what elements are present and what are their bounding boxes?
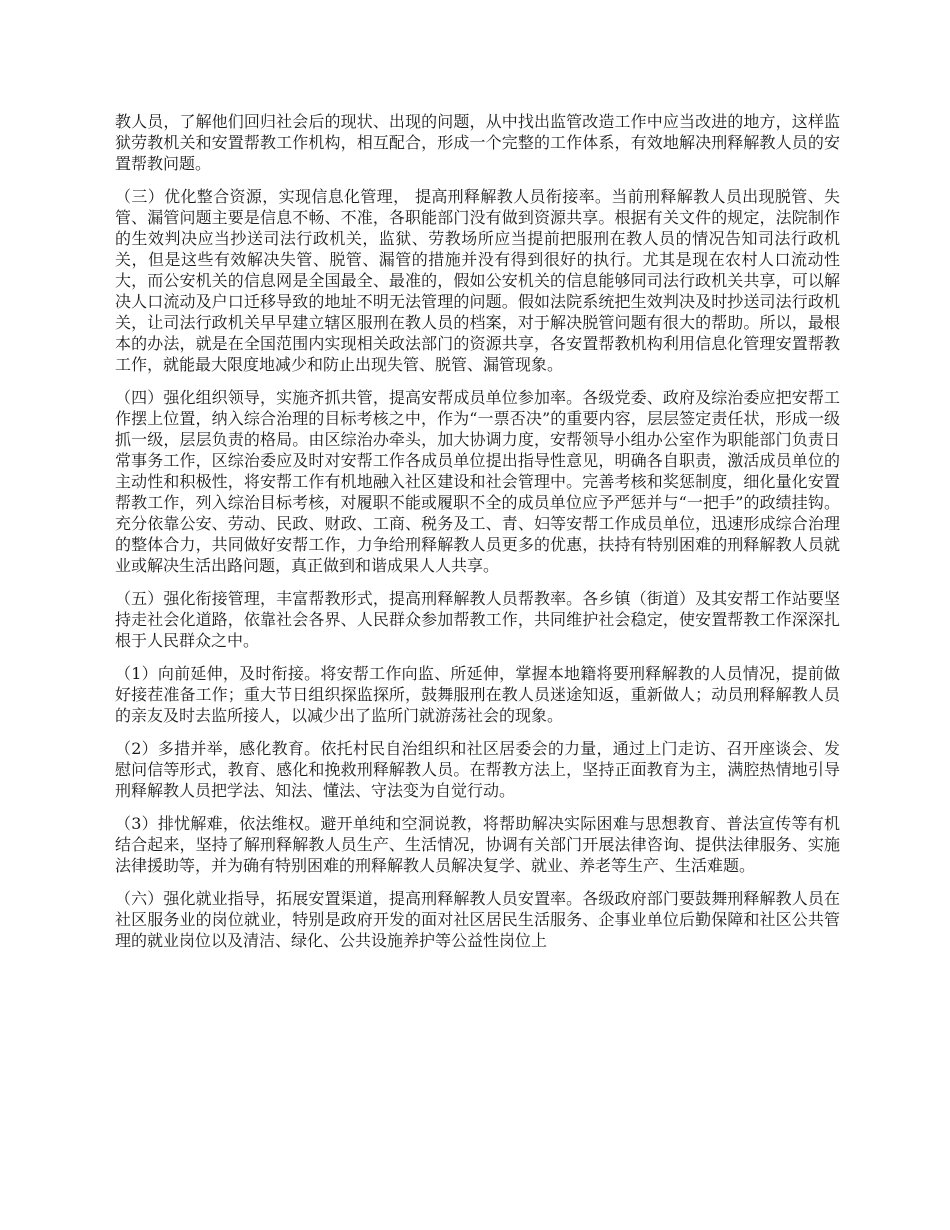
paragraph-section-6: （六）强化就业指导，拓展安置渠道，提高刑释解教人员安置率。各级政府部门要鼓舞刑释解教人员在社区服务业的岗位就业，特别是政府开发的面对社区居民生活服务、企事业单位后勤保障和社区公共管理的就业岗位以及清洁、绿化、公共设施养护等公益性岗位上 [115,889,840,950]
paragraph-section-4: （四）强化组织领导，实施齐抓共管，提高安帮成员单位参加率。各级党委、政府及综治委应把安帮工作摆上位置，纳入综合治理的目标考核之中，作为“一票否决”的重要内容，层层签定责任状，形成一级抓一级，层层负责的格局。由区综治办牵头，加大协调力度，安帮领导小组办公室作为职能部门负责日常事务工作，区综治委应及时对安帮工作各成员单位提出指导性意见，明确各自职责，激活成员单位的主动性和积极性，将安帮工作有机地融入社区建设和社会管理中。完善考核和奖惩制度，细化量化安置帮教工作，列入综治目标考核，对履职不能或履职不全的成员单位应予严惩并与“一把手”的政绩挂钩。充分依靠公安、劳动、民政、财政、工商、税务及工、青、妇等安帮工作成员单位，迅速形成综合治理的整体合力，共同做好安帮工作，力争给刑释解教人员更多的优惠，扶持有特别困难的刑释解教人员就业或解决生活出路问题，真正做到和谐成果人人共享。 [115,388,840,575]
paragraph-continuation: 教人员，了解他们回归社会后的现状、出现的问题，从中找出监管改造工作中应当改进的地方，这样监狱劳教机关和安置帮教工作机构，相互配合，形成一个完整的工作体系，有效地解决刑释解教人员的安置帮教问题。 [115,112,840,173]
document-page [115,111,840,963]
paragraph-section-3: （三）优化整合资源，实现信息化管理， 提高刑释解教人员衔接率。当前刑释解教人员出现脱管、失管、漏管问题主要是信息不畅、不准，各职能部门没有做到资源共享。根据有关文件的规定，法院制作的生效判决应当抄送司法行政机关，监狱、劳教场所应当提前把服刑在教人员的情况告知司法行政机关，但是这些有效解决失管、脱管、漏管的措施并没有得到很好的执行。尤其是现在农村人口流动性大，而公安机关的信息网是全国最全、最准的，假如公安机关的信息能够同司法行政机关共享，可以解决人口流动及户口迁移导致的地址不明无法管理的问题。假如法院系统把生效判决及时抄送司法行政机关，让司法行政机关早早建立辖区服刑在教人员的档案，对于解决脱管问题有很大的帮助。所以，最根本的办法，就是在全国范围内实现相关政法部门的资源共享，各安置帮教机构利用信息化管理安置帮教工作，就能最大限度地减少和防止出现失管、脱管、漏管现象。 [115,187,840,374]
paragraph-item-1: （1）向前延伸，及时衔接。将安帮工作向监、所延伸，掌握本地籍将要刑释解教的人员情况，提前做好接茬准备工作；重大节日组织探监探所，鼓舞服刑在教人员迷途知返，重新做人；动员刑释解教人员的亲友及时去监所接人，以减少出了监所门就游荡社会的现象。 [115,664,840,725]
paragraph-section-5: （五）强化衔接管理，丰富帮教形式，提高刑释解教人员帮教率。各乡镇（街道）及其安帮工作站要坚持走社会化道路，依靠社会各界、人民群众参加帮教工作，共同维护社会稳定，使安置帮教工作深深扎根于人民群众之中。 [115,589,840,650]
paragraph-item-2: （2）多措并举，感化教育。依托村民自治组织和社区居委会的力量，通过上门走访、召开座谈会、发慰问信等形式，教育、感化和挽救刑释解教人员。在帮教方法上，坚持正面教育为主，满腔热情地引导刑释解教人员把学法、知法、懂法、守法变为自觉行动。 [115,739,840,800]
paragraph-item-3: （3）排忧解难，依法维权。避开单纯和空洞说教，将帮助解决实际困难与思想教育、普法宣传等有机结合起来，坚持了解刑释解教人员生产、生活情况，协调有关部门开展法律咨询、提供法律服务、实施法律援助等，并为确有特别困难的刑释解教人员解决复学、就业、养老等生产、生活难题。 [115,814,840,875]
